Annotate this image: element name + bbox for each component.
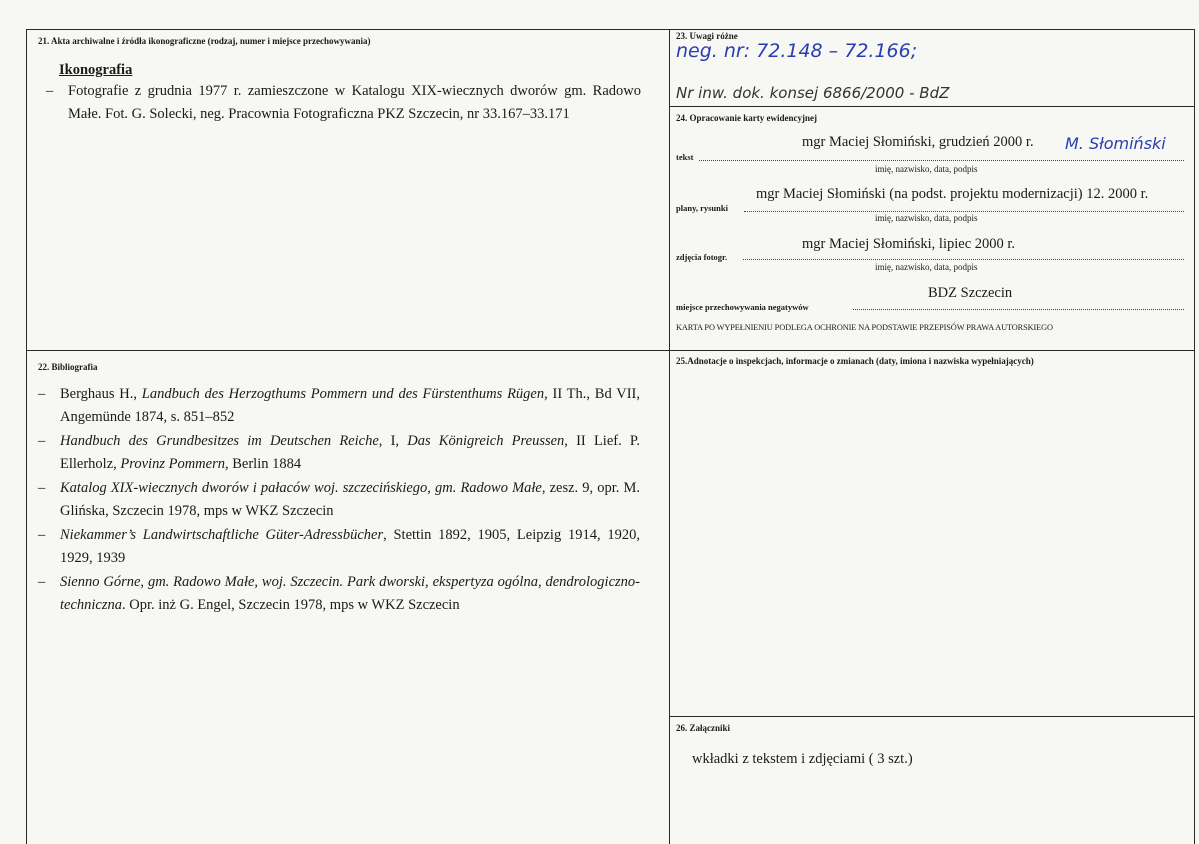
row-label-plans: plany, rysunki [676, 203, 728, 213]
bib-details: , zesz. 9, opr. M. Glińska, Szczecin 1978, mps w WKZ Szczecin [60, 480, 641, 519]
bib-author: Berghaus H., [60, 386, 142, 402]
section-25-label: 25.Adnotacje o inspekcjach, informacje o zmianach (daty, imiona i nazwiska wypełniających) [676, 356, 1034, 366]
handwritten-negative-numbers: neg. nr: 72.148 – 72.166; [676, 40, 918, 62]
dash: – [38, 527, 46, 543]
bibliography-item [30, 383, 640, 429]
negatives-storage-value: BDZ Szczecin [928, 285, 1013, 301]
bib-details: , I, [378, 433, 408, 449]
bib-title-part: Das Königreich Preussen [407, 433, 565, 449]
dash: – [38, 574, 46, 590]
sec25-26-divider [669, 716, 1194, 717]
iconography-item [38, 80, 641, 126]
dash: – [38, 480, 46, 496]
section-21-label: 21. Akta archiwalne i źródła ikonograficzne (rodzaj, numer i miejsce przechowywania) [38, 36, 371, 46]
middle-divider [26, 350, 1194, 351]
left-border [26, 29, 27, 844]
text-author-value: mgr Maciej Słomiński, grudzień 2000 r. [802, 134, 1034, 150]
bib-title: Niekammer’s Landwirtschaftliche Güter-Adressbücher [60, 527, 384, 543]
bib-details: . Opr. inż G. Engel, Szczecin 1978, mps w WKZ Szczecin [122, 597, 460, 613]
dash: – [38, 433, 46, 449]
row-label-text: tekst [676, 152, 694, 162]
center-divider [669, 29, 670, 844]
bib-title: Landbuch des Herzogthums Pommern und des Fürstenthums Rügen [141, 386, 545, 402]
dash: – [38, 386, 46, 402]
dotted-line [853, 309, 1184, 310]
section-22-label: 22. Bibliografia [38, 362, 98, 372]
bib-title: Handbuch des Grundbesitzes im Deutschen Reiche [60, 433, 379, 449]
handwritten-signature: M. Słomiński [1065, 134, 1166, 153]
top-border [26, 29, 1194, 30]
section-24-label: 24. Opracowanie karty ewidencyjnej [676, 113, 817, 123]
dotted-line [699, 160, 1184, 161]
section-21-content [38, 60, 641, 127]
bibliography-list [30, 383, 640, 618]
row-hint: imię, nazwisko, data, podpis [875, 164, 978, 174]
iconography-item-text: Fotografie z grudnia 1977 r. zamieszczone w Katalogu XIX-wiecznych dworów gm. Radowo Małe. Fot. G. Solecki, neg. Pracownia Fotograficzna PKZ Szczecin, nr 33.167–33.171 [68, 83, 641, 122]
bib-details: , Berlin 1884 [224, 456, 302, 472]
bib-title-part: Provinz Pommern [120, 456, 225, 472]
section-23-label: 23. Uwagi różne [676, 31, 738, 41]
photos-author-value: mgr Maciej Słomiński, lipiec 2000 r. [802, 236, 1016, 252]
iconography-heading: Ikonografia [59, 62, 133, 78]
plans-author-value: mgr Maciej Słomiński (na podst. projektu modernizacji) 12. 2000 r. [756, 186, 1149, 202]
bibliography-item [30, 524, 640, 570]
bib-title: Katalog XIX-wiecznych dworów i pałaców woj. szczecińskiego, gm. Radowo Małe [60, 480, 542, 496]
row-hint: imię, nazwisko, data, podpis [875, 262, 978, 272]
dotted-line [744, 211, 1184, 212]
copyright-notice: KARTA PO WYPEŁNIENIU PODLEGA OCHRONIE NA PODSTAWIE PRZEPISÓW PRAWA AUTORSKIEGO [676, 323, 1053, 332]
row-label-photos: zdjęcia fotogr. [676, 252, 728, 262]
bib-details: , Stettin 1892, 1905, Leipzig 1914, 1920, 1929, 1939 [60, 527, 640, 566]
section-26-label: 26. Załączniki [676, 723, 731, 733]
sec23-24-divider [669, 106, 1194, 107]
handwritten-inventory-number: Nr inw. dok. konsej 6866/2000 - BdZ [676, 84, 950, 102]
bibliography-item [30, 571, 640, 617]
row-label-negatives: miejsce przechowywania negatywów [676, 302, 809, 312]
row-hint: imię, nazwisko, data, podpis [875, 213, 978, 223]
attachments-text: wkładki z tekstem i zdjęciami ( 3 szt.) [692, 751, 913, 767]
right-border [1194, 29, 1195, 844]
bib-title: Sienno Górne, gm. Radowo Małe, woj. Szczecin. Park dworski, ekspertyza ogólna, dendrologiczno-techniczna [60, 574, 640, 613]
bibliography-item [30, 477, 640, 523]
bibliography-item [30, 430, 640, 476]
dash: – [46, 83, 54, 99]
dotted-line [743, 259, 1184, 260]
bib-details: , II Th., Bd VII, Angemünde 1874, s. 851–852 [60, 386, 640, 425]
bib-details: , II Lief. P. Ellerholz, [60, 433, 640, 472]
